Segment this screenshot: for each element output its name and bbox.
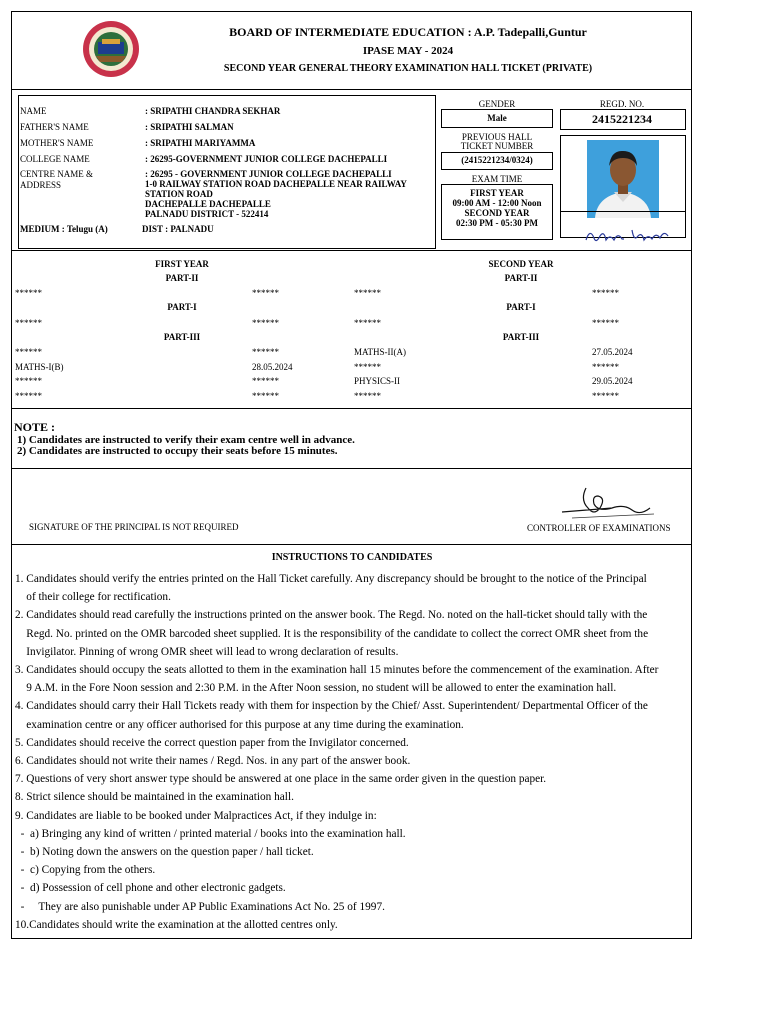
- note-title: NOTE :: [14, 420, 56, 434]
- sy-p3-subject: ******: [354, 362, 381, 372]
- instructions-title: INSTRUCTIONS TO CANDIDATES: [271, 552, 433, 563]
- sy-p3-date: ******: [592, 391, 619, 401]
- instruction-line: - b) Noting down the answers on the question paper / hall ticket.: [15, 846, 314, 859]
- fy-p1-date: ******: [252, 318, 279, 328]
- instruction-line: 3. Candidates should occupy the seats allotted to them in the examination hall 15 minutes before the commencement of the examination. After: [15, 664, 659, 677]
- fy-p3-date: ******: [252, 376, 279, 386]
- instruction-line: Regd. No. printed on the OMR barcoded sheet supplied. It is the responsibility of the candidate to collect the correct OMR sheet from the: [15, 627, 649, 640]
- sy-p3-subject: PHYSICS-II: [354, 376, 401, 386]
- fy-p2-date: ******: [252, 288, 279, 298]
- instruction-line: 9 A.M. in the Fore Noon session and 2:30 P.M. in the After Noon session, no student will be allowed to enter the examination hall.: [15, 682, 617, 695]
- mother-value: : SRIPATHI MARIYAMMA: [145, 138, 256, 148]
- sy-p3-subject: MATHS-II(A): [354, 347, 406, 357]
- fy-part2-heading: PART-II: [165, 273, 199, 283]
- fy-p1-subject: ******: [15, 318, 42, 328]
- board-title: BOARD OF INTERMEDIATE EDUCATION : A.P. Tadepalli,Guntur: [229, 25, 587, 39]
- hall-ticket: [11, 11, 692, 939]
- college-value: : 26295-GOVERNMENT JUNIOR COLLEGE DACHEPALLI: [145, 154, 388, 164]
- medium: MEDIUM : Telugu (A): [20, 224, 108, 234]
- instruction-line: 9. Candidates are liable to be booked under Malpractices Act, if they indulge in:: [15, 809, 377, 822]
- exam-time-values: FIRST YEAR 09:00 AM - 12:00 Noon SECOND YEAR 02:30 PM - 05:30 PM: [452, 188, 542, 228]
- regd-value: 2415221234: [592, 112, 652, 126]
- sy-p1-subject: ******: [354, 318, 381, 328]
- fy-p3-subject: ******: [15, 376, 42, 386]
- instruction-line: - d) Possession of cell phone and other electronic gadgets.: [15, 882, 286, 895]
- divider: [12, 544, 691, 545]
- first-year-heading: FIRST YEAR: [155, 259, 209, 269]
- fy-p3-subject: ******: [15, 391, 42, 401]
- fy-p3-subject: MATHS-I(B): [15, 362, 64, 372]
- instruction-line: 8. Strict silence should be maintained in the examination hall.: [15, 791, 294, 804]
- gender-label: GENDER: [478, 99, 516, 109]
- sy-p1-date: ******: [592, 318, 619, 328]
- instruction-line: - a) Bringing any kind of written / printed material / books into the examination hall.: [15, 827, 406, 840]
- instruction-line: Invigilator. Pinning of wrong OMR sheet will lead to wrong declaration of results.: [15, 645, 399, 658]
- centre-label: CENTRE NAME &: [20, 169, 93, 179]
- instruction-line: examination centre or any officer authorised for this purpose at any time during the examination.: [15, 718, 464, 731]
- note-line-2: 2) Candidates are instructed to occupy their seats before 15 minutes.: [17, 445, 338, 457]
- father-value: : SRIPATHI SALMAN: [145, 122, 234, 132]
- prev-ticket-value: (2415221234/0324): [461, 155, 533, 165]
- instruction-line: 5. Candidates should receive the correct question paper from the Invigilator concerned.: [15, 736, 409, 749]
- instruction-line: - c) Copying from the others.: [15, 864, 156, 877]
- name-label: NAME: [20, 106, 47, 116]
- sy-part2-heading: PART-II: [504, 273, 538, 283]
- sy-p3-subject: ******: [354, 391, 381, 401]
- instruction-line: 7. Questions of very short answer type should be answered at one place in the same order given in the question paper.: [15, 773, 547, 786]
- board-seal-icon: [82, 20, 140, 78]
- instructions-list: [15, 570, 658, 934]
- mother-label: MOTHER'S NAME: [20, 138, 94, 148]
- fy-part1-heading: PART-I: [167, 302, 197, 312]
- centre-label-2: ADDRESS: [20, 180, 62, 190]
- exam-time-label: EXAM TIME: [471, 174, 523, 184]
- controller-label: CONTROLLER OF EXAMINATIONS: [527, 523, 671, 533]
- instruction-line: - They are also punishable under AP Public Examinations Act No. 25 of 1997.: [15, 900, 385, 913]
- sy-p3-date: 29.05.2024: [592, 376, 633, 386]
- candidate-signature: [584, 224, 670, 248]
- sy-part3-heading: PART-III: [502, 332, 540, 342]
- fy-p2-subject: ******: [15, 288, 42, 298]
- sy-part1-heading: PART-I: [506, 302, 536, 312]
- sy-p3-date: 27.05.2024: [592, 347, 633, 357]
- instruction-line: 10.Candidates should write the examination at the allotted centres only.: [15, 918, 338, 931]
- instruction-line: 4. Candidates should carry their Hall Tickets ready with them for inspection by the Chief/ Asst. Superintendent/ Departmental Officer of the: [15, 700, 648, 713]
- district: DIST : PALNADU: [142, 224, 214, 234]
- instruction-line: 1. Candidates should verify the entries printed on the Hall Ticket carefully. Any discrepancy should be brought to the notice of the Principal: [15, 573, 647, 585]
- divider: [12, 89, 691, 90]
- second-year-heading: SECOND YEAR: [488, 259, 554, 269]
- father-label: FATHER'S NAME: [20, 122, 89, 132]
- name-value: : SRIPATHI CHANDRA SEKHAR: [145, 106, 281, 116]
- fy-p3-subject: ******: [15, 347, 42, 357]
- divider: [12, 408, 691, 409]
- note-line-1: 1) Candidates are instructed to verify their exam centre well in advance.: [17, 434, 355, 446]
- fy-p3-date: ******: [252, 391, 279, 401]
- centre-address: : 26295 - GOVERNMENT JUNIOR COLLEGE DACHEPALLI 1-0 RAILWAY STATION ROAD DACHEPALLE NEAR RAILWAY STATION ROAD DACHEPALLE DACHEPALLE PALNADU DISTRICT - 522414: [145, 169, 407, 219]
- ticket-title: SECOND YEAR GENERAL THEORY EXAMINATION HALL TICKET (PRIVATE): [223, 63, 593, 74]
- gender-value: Male: [487, 113, 507, 123]
- controller-signature: [558, 478, 658, 522]
- fy-p3-date: 28.05.2024: [252, 362, 293, 372]
- prev-ticket-label: PREVIOUS HALL TICKET NUMBER: [460, 132, 534, 151]
- instruction-line: 2. Candidates should read carefully the instructions printed on the answer book. The Regd. No. noted on the hall-ticket should tally with the: [15, 609, 648, 622]
- exam-name: IPASE MAY - 2024: [362, 45, 454, 57]
- divider: [12, 468, 691, 469]
- sy-p2-subject: ******: [354, 288, 381, 298]
- regd-label: REGD. NO.: [599, 99, 645, 109]
- sy-p3-date: ******: [592, 362, 619, 372]
- instruction-line: of their college for rectification.: [15, 591, 171, 604]
- divider: [12, 250, 691, 251]
- sy-p2-date: ******: [592, 288, 619, 298]
- college-label: COLLEGE NAME: [20, 154, 90, 164]
- fy-p3-date: ******: [252, 347, 279, 357]
- principal-signature-note: SIGNATURE OF THE PRINCIPAL IS NOT REQUIRED: [29, 522, 239, 532]
- fy-part3-heading: PART-III: [163, 332, 201, 342]
- instruction-line: 6. Candidates should not write their names / Regd. Nos. in any part of the answer book.: [15, 755, 411, 768]
- candidate-photo: [587, 140, 659, 218]
